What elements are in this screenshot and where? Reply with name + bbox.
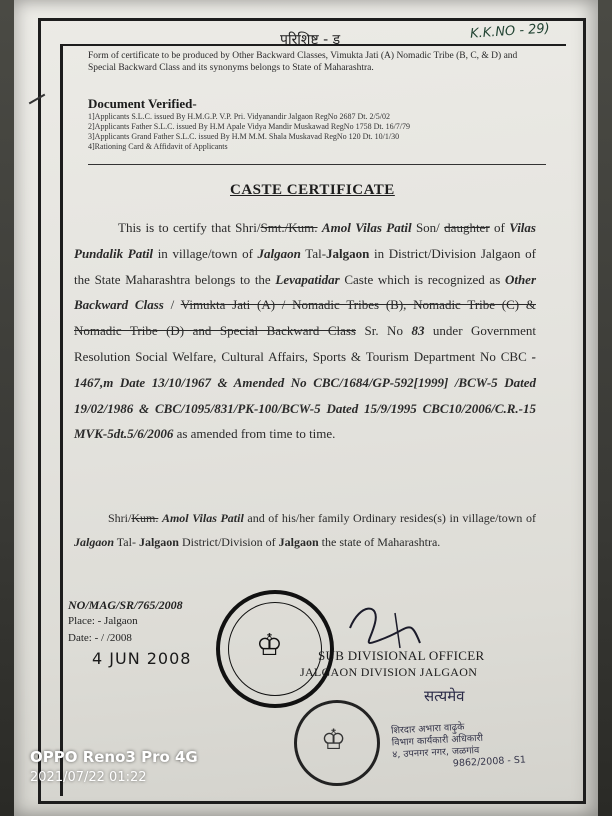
body-text: Tal- (114, 535, 139, 549)
body-text: / (163, 297, 181, 313)
office-stamp (391, 719, 526, 774)
form-intro: Form of certificate to be produced by Other Backward Classes, Vimukta Jati (A) Nomadic Tribe (B, C, & D) and Special Backward Class and its synonyms belongs to State of Maharashtra. (88, 51, 518, 73)
certificate-number: NO/MAG/SR/765/2008 (68, 598, 183, 612)
body-text: Sr. No (355, 323, 412, 339)
applicant-name: Amol Vilas Patil (321, 220, 412, 235)
struck-categories: Vimukta Jati (A) / Nomadic Tribes (B), Nomadic Tribe (C) & Nomadic Tribe (D) and Special Backward Class (74, 297, 536, 339)
struck-text: Smt./Kum. (260, 220, 318, 235)
stamp-motto: सत्यमेव (424, 687, 465, 705)
documents-verified-list (88, 112, 548, 152)
caste-category: Other Backward Class (74, 271, 536, 313)
body-text: Tal- (300, 245, 327, 261)
body-text: Son/ (411, 220, 440, 235)
body-text: in District/Division Jalgaon of the State Maharashtra belongs to the (74, 245, 536, 287)
taluka-name: Jalgaon (138, 535, 179, 549)
handwritten-reference: K.K.NO - 29) (469, 21, 551, 42)
date-stamp: 4 JUN 2008 (92, 649, 192, 668)
serial-number: 83 (411, 323, 425, 339)
stamp-line: विभाग कार्यकारी अधिकारी (391, 732, 484, 749)
struck-text: daughter (444, 220, 490, 235)
resolution-details: - 1467,m Date 13/10/1967 & Amended No CBC/1684/GP-592[1999] /BCW-5 Dated 19/02/1986 & CBC/1095/831/PK-100/BCW-5 Dated 15/9/1995 CBC10/2006/C.R.-15 MVK-5dt.5/6/2006 (74, 348, 536, 442)
document-item: 2]Applicants Father S.L.C. issued By H.M Apale Vidya Mandir Muskawad RegNo 1758 Dt. 16/7/79 (88, 122, 411, 131)
document-item: 1]Applicants S.L.C. issued By H.M.G.P. V.P. Pri. Vidyanandir Jalgaon RegNo 2687 Dt. 2/5/02 (88, 112, 390, 121)
body-text: under Government Resolution Social Welfare, Cultural Affairs, Sports & Tourism Department No CBC (74, 323, 536, 364)
emblem-icon: ♔ (321, 725, 347, 756)
certificate-title: CASTE CERTIFICATE (230, 182, 395, 198)
body-text: District/Division of (178, 535, 279, 549)
father-name: Vilas Pundalik Patil (74, 220, 536, 261)
date-line: Date: - / /2008 (68, 632, 132, 644)
taluka-name: Jalgaon (326, 245, 370, 261)
officer-title: SUB DIVISIONAL OFFICER (318, 648, 485, 663)
body-text: of (489, 220, 510, 235)
sub-divisional-officer-seal (216, 590, 334, 708)
certificate-body (74, 215, 536, 447)
camera-timestamp-watermark: 2021/07/22 01:22 (30, 770, 147, 785)
caste-name: Levapatidar (275, 271, 340, 287)
struck-text: Kum. (131, 511, 159, 525)
body-text: Caste which is recognized as (339, 271, 505, 287)
body-text: the state of Maharashtra. (318, 535, 441, 549)
stamp-line: शिरदार अभारा वाढ़ुके (390, 721, 465, 737)
residence-paragraph (74, 506, 536, 554)
district-name: Jalgaon (278, 535, 319, 549)
stamp-line: 9862/2008 - S1 (452, 754, 527, 770)
body-text: Shri/ (108, 511, 132, 525)
village-name: Jalgaon (74, 535, 115, 549)
appendix-label: परिशिष्ट - ड (280, 32, 341, 48)
section-divider (88, 164, 546, 165)
documents-verified-title: Document Verified- (88, 96, 197, 111)
document-item: 3]Applicants Grand Father S.L.C. issued By H.M M.M. Shala Muskavad RegNo 120 Dt. 10/1/30 (88, 132, 400, 141)
document-item: 4]Rationing Card & Affidavit of Applicants (88, 142, 228, 151)
emblem-icon: ♔ (256, 629, 283, 662)
stamp-line: ४, उपनगर नगर, जळगांव (392, 744, 480, 761)
body-text: as amended from time to time. (173, 426, 336, 442)
revenue-office-seal (294, 700, 380, 786)
village-name: Jalgaon (257, 245, 301, 261)
body-text: This is to certify that Shri/ (118, 220, 261, 235)
applicant-name: Amol Vilas Patil (161, 511, 244, 525)
camera-model-watermark: OPPO Reno3 Pro 4G (30, 748, 198, 766)
body-text: in village/town of (153, 245, 258, 261)
body-text: and of his/her family Ordinary resides(s) in village/town of (243, 511, 536, 525)
place-line: Place: - Jalgaon (68, 615, 138, 627)
officer-division: JALGAON DIVISION JALGAON (300, 665, 478, 679)
